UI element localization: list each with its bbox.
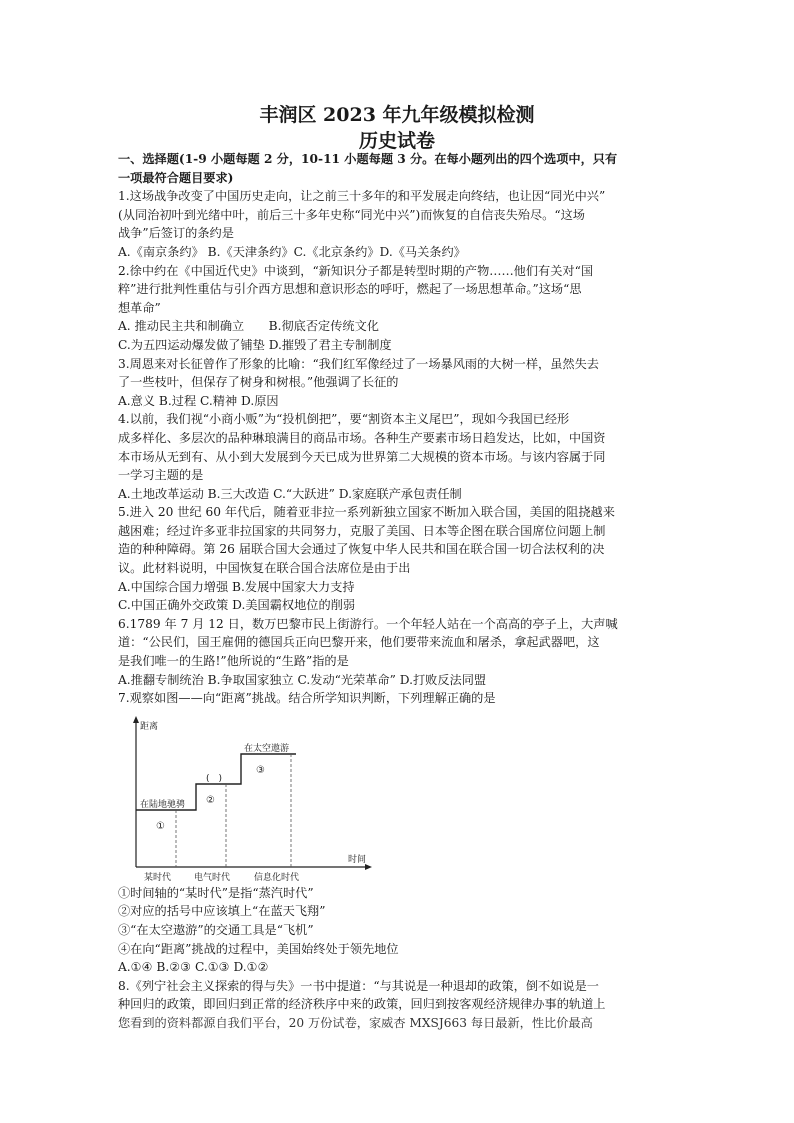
question-7-statement: ④在向“距离”挑战的过程中，美国始终处于领先地位 <box>118 941 399 956</box>
question-2-line: 想革命” <box>118 300 161 315</box>
question-4-options: A.土地改革运动 B.三大改造 C.“大跃进” D.家庭联产承包责任制 <box>118 486 462 501</box>
question-5-line: 5.进入 20 世纪 60 年代后，随着亚非拉一系列新独立国家不断加入联合国，美国的阻挠越来 <box>118 505 615 520</box>
question-5-line: 越困难；经过许多亚非拉国家的共同努力，克服了美国、日本等企图在联合国席位问题上制 <box>118 523 606 538</box>
question-3-line: 3.周恩来对长征曾作了形象的比喻：“我们红军像经过了一场暴风雨的大树一样，虽然失去 <box>118 356 599 371</box>
question-4-line: 成多样化、多层次的品种琳琅满目的商品市场。各种生产要素市场日趋发达，比如，中国资 <box>118 430 606 445</box>
mark-1: ① <box>156 820 165 832</box>
question-4-line: 4.以前，我们视“小商小贩”为“投机倒把”，要“割资本主义尾巴”，现如今我国已经形 <box>118 412 570 427</box>
exam-subtitle: 历史试卷 <box>358 130 435 152</box>
exam-title: 丰润区 2023 年九年级模拟检测 <box>259 104 535 126</box>
question-5-options: A.中国综合国力增强 B.发展中国家大力支持 <box>118 579 355 594</box>
x-axis-label: 时间 <box>348 854 367 865</box>
question-6-line: 6.1789 年 7 月 12 日，数万巴黎市民上街游行。一个年轻人站在一个高高的亭子上，大声喊 <box>118 616 618 631</box>
question-4-line: 一学习主题的是 <box>118 468 204 483</box>
question-3-options: A.意义 B.过程 C.精神 D.原因 <box>118 393 279 408</box>
question-6-line: 是我们唯一的生路!”他所说的“生路”指的是 <box>118 654 349 669</box>
question-7-statement: ②对应的括号中应该填上“在蓝天飞翔” <box>118 904 326 919</box>
mark-2: ② <box>206 794 215 806</box>
question-1-line: 1.这场战争改变了中国历史走向，让之前三十多年的和平发展走向终结，也让因“同光中兴” <box>118 189 606 204</box>
question-2-options: A. 推动民主共和制确立 B.彻底否定传统文化 <box>118 319 379 334</box>
question-5-line: 议。此材料说明，中国恢复在联合国合法席位是由于出 <box>118 561 411 576</box>
watermark-text: 您看到的资料都源自我们平台，20 万份试卷，家威杏 MXSJ663 每日最新，性比价最高 <box>118 1015 593 1030</box>
question-7-statement: ③“在太空遨游”的交通工具是“飞机” <box>118 923 314 937</box>
question-8-line: 8.《列宁社会主义探索的得与失》一书中提道：“与其说是一种退却的政策，倒不如说是一 <box>118 978 599 993</box>
question-1-line: 战争”后签订的条约是 <box>118 226 234 241</box>
question-2-options: C.为五四运动爆发做了铺垫 D.摧毁了君主专制制度 <box>118 337 392 352</box>
step-label-2: ( ) <box>206 773 223 784</box>
question-8-line: 种回归的政策，即回归到正常的经济秩序中来的政策，回归到按客观经济规律办事的轨道上 <box>118 997 606 1012</box>
era-label-3: 信息化时代 <box>254 872 300 883</box>
question-7-options: A.①④ B.②③ C.①③ D.①② <box>118 960 269 975</box>
mark-3: ③ <box>256 764 265 776</box>
y-axis-label: 距离 <box>140 721 159 732</box>
era-label-1: 某时代 <box>144 872 172 883</box>
exam-content <box>118 150 676 1033</box>
question-7-line: 7.观察如图——向“距离”挑战。结合所学知识判断，下列理解正确的是 <box>118 691 496 706</box>
section-header-cont: 一项最符合题目要求) <box>118 170 234 185</box>
question-7-statement: ①时间轴的“某时代”是指“蒸汽时代” <box>118 885 314 900</box>
section-header: 一、选择题(1-9 小题每题 2 分，10-11 小题每题 3 分。在每小题列出的四个选项中，只有 <box>118 152 618 166</box>
question-1-options: A.《南京条约》 B.《天津条约》C.《北京条约》D.《马关条约》 <box>118 244 466 259</box>
step-label-1: 在陆地驰骋 <box>140 799 186 810</box>
question-5-options: C.中国正确外交政策 D.美国霸权地位的削弱 <box>118 598 356 613</box>
question-2-line: 粹”进行批判性重估与引介西方思想和意识形态的呼吁，燃起了一场思想革命。”这场“思 <box>118 282 582 297</box>
era-label-2: 电气时代 <box>194 872 231 883</box>
step-label-3: 在太空遨游 <box>244 743 290 754</box>
question-5-line: 造的种种障碍。第 26 届联合国大会通过了恢复中华人民共和国在联合国一切合法权利的决 <box>118 542 605 557</box>
y-axis-arrow <box>133 716 139 723</box>
question-4-line: 本市场从无到有、从小到大发展到今天已成为世界第二大规模的资本市场。与该内容属于同 <box>118 449 606 464</box>
question-1-line: (从同治初叶到光绪中叶，前后三十多年史称“同光中兴”)而恢复的自信丧失殆尽。“这场 <box>118 207 585 222</box>
question-6-options: A.推翻专制统治 B.争取国家独立 C.发动“光荣革命” D.打败反法同盟 <box>118 672 487 687</box>
distance-time-figure <box>126 712 386 883</box>
question-2-line: 2.徐中约在《中国近代史》中谈到，“新知识分子都是转型时期的产物……他们有关对“国 <box>118 263 594 278</box>
question-3-line: 了一些枝叶，但保存了树身和树根。”他强调了长征的 <box>118 375 399 390</box>
x-axis-arrow <box>365 864 372 870</box>
question-6-line: 道：“公民们，国王雇佣的德国兵正向巴黎开来，他们要带来流血和屠杀，拿起武器吧，这 <box>118 635 600 650</box>
